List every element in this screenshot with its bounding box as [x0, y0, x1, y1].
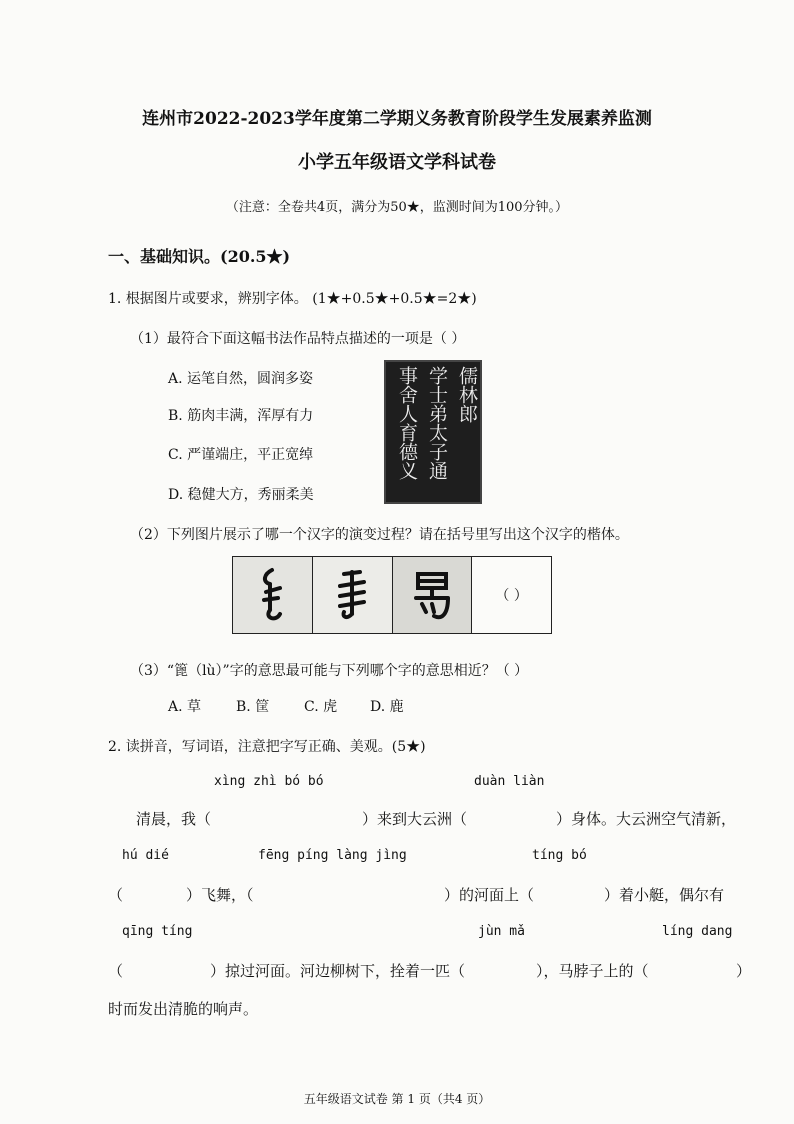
fill-line-3b: ）掠过河面。河边柳树下，拴着一匹（ [210, 962, 466, 980]
pinyin-fengpinglangjing: fēng píng làng jìng [258, 848, 407, 863]
sub3-option-a: A. 草 [168, 699, 202, 715]
question-1-sub3: （3）“篦（lù）”字的意思最可能与下列哪个字的意思相近？（ ） [130, 663, 529, 679]
calligraphy-column: 事舍人育德义 [396, 366, 418, 480]
sub3-option-d: D. 鹿 [370, 699, 404, 715]
calligraphy-column: 学士弟太子通 [426, 366, 448, 480]
question-1-sub2: （2）下列图片展示了哪一个汉字的演变过程？请在括号里写出这个汉字的楷体。 [130, 527, 629, 543]
sub3-option-b: B. 筐 [236, 699, 270, 715]
evolution-seal-image [393, 557, 473, 633]
calligraphy-image [384, 360, 482, 504]
page-footer: 五年级语文试卷 第 1 页（共4 页） [303, 1092, 491, 1106]
option-c: C. 严谨端庄，平正宽绰 [168, 447, 314, 463]
pinyin-duanlian: duàn liàn [474, 774, 545, 789]
pinyin-junma: jùn mǎ [478, 924, 525, 939]
option-a: A. 运笔自然，圆润多姿 [168, 371, 314, 387]
pinyin-tingbo: tíng bó [532, 848, 587, 863]
fill-line-2b: ）飞舞，（ [186, 886, 254, 904]
option-d: D. 稳健大方，秀丽柔美 [168, 487, 314, 503]
evolution-oracle-bone-image [233, 557, 313, 633]
fill-line-2d: ）着小艇，偶尔有 [604, 886, 725, 904]
exam-note: （注意：全卷共4页，满分为50★，监测时间为100分钟。） [225, 200, 569, 215]
pinyin-qingting: qīng tíng [122, 924, 193, 939]
character-evolution-table [232, 556, 552, 634]
option-b: B. 筋肉丰满，浑厚有力 [168, 408, 314, 424]
fill-line-4: 时而发出清脆的响声。 [108, 1000, 259, 1018]
fill-line-3a: （ [108, 962, 124, 980]
section-heading: 一、基础知识。(20.5★) [108, 247, 291, 266]
evolution-bronze-image [313, 557, 393, 633]
fill-line-3c: ），马脖子上的（ [536, 962, 649, 980]
evolution-blank-text: （ ） [495, 588, 528, 604]
exam-subtitle: 小学五年级语文学科试卷 [298, 152, 496, 173]
pinyin-lingdang: líng dang [662, 924, 733, 939]
question-2-stem: 2. 读拼音，写词语，注意把字写正确、美观。(5★) [108, 739, 426, 755]
fill-line-3d: ） [736, 962, 752, 980]
fill-line-2a: （ [108, 886, 124, 904]
sub3-option-c: C. 虎 [304, 699, 338, 715]
question-1-sub1: （1）最符合下面这幅书法作品特点描述的一项是（ ） [130, 331, 466, 347]
calligraphy-column: 儒林郎 [456, 366, 478, 423]
fill-line-1c: ）身体。大云洲空气清新， [556, 810, 737, 828]
pinyin-xingzhibobo: xìng zhì bó bó [214, 774, 324, 789]
question-1-stem: 1. 根据图片或要求，辨别字体。 (1★+0.5★+0.5★=2★) [108, 291, 477, 307]
exam-title: 连州市2022-2023学年度第二学期义务教育阶段学生发展素养监测 [142, 109, 652, 129]
fill-line-2c: ）的河面上（ [444, 886, 535, 904]
pinyin-hudie: hú dié [122, 848, 169, 863]
fill-line-1b: ）来到大云洲（ [362, 810, 468, 828]
evolution-answer-blank[interactable] [472, 557, 551, 633]
fill-line-1a: 清晨，我（ [136, 810, 212, 828]
